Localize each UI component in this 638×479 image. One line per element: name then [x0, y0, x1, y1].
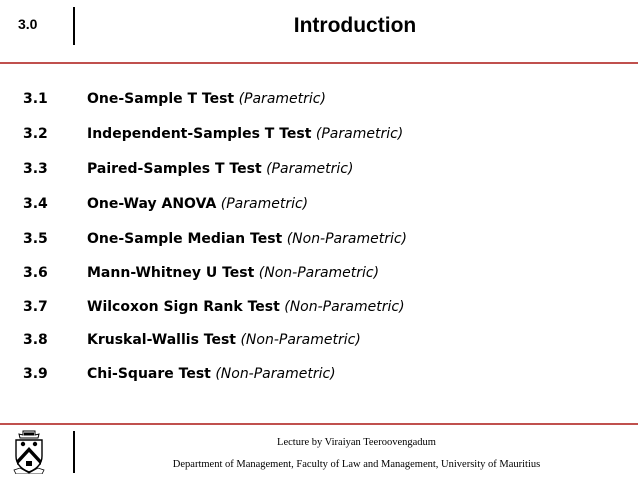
topic-number: 3.3 [23, 161, 48, 177]
topic-text [87, 91, 326, 107]
topic-type: (Non-Parametric) [258, 265, 380, 281]
header-rule [0, 62, 638, 64]
footer-department: Department of Management, Faculty of Law and Management, University of Mauritius [172, 459, 541, 470]
topic-text [87, 196, 308, 212]
topic-number: 3.1 [23, 91, 48, 107]
topic-text [87, 299, 405, 315]
topic-item [0, 299, 620, 323]
topic-text [87, 265, 379, 281]
topic-name: Independent-Samples T Test [87, 126, 312, 142]
topic-type: (Non-Parametric) [284, 299, 405, 315]
topic-item [0, 196, 620, 220]
topic-name: Wilcoxon Sign Rank Test [87, 299, 280, 315]
topic-number: 3.4 [23, 196, 48, 212]
footer-rule [0, 423, 638, 425]
topic-name: Chi-Square Test [87, 366, 211, 382]
footer-lecturer: Lecture by Viraiyan Teeroovengadum [277, 437, 436, 448]
university-crest-icon [12, 430, 46, 474]
topic-number: 3.2 [23, 126, 48, 142]
topic-text [87, 366, 336, 382]
topic-item [0, 126, 620, 150]
page-title: Introduction [293, 14, 417, 37]
topic-text [87, 161, 353, 177]
topic-type: (Non-Parametric) [240, 332, 361, 348]
topic-number: 3.9 [23, 366, 48, 382]
topic-item [0, 366, 620, 390]
topic-number: 3.6 [23, 265, 48, 281]
topic-item [0, 91, 620, 115]
topic-name: One-Sample T Test [87, 91, 235, 107]
topic-item [0, 231, 620, 255]
topic-text [87, 126, 403, 142]
topic-type: (Parametric) [266, 161, 354, 177]
section-badge: 3.0 [18, 16, 38, 32]
topic-name: One-Way ANOVA [87, 196, 217, 212]
header-divider [73, 7, 75, 45]
topic-text [87, 231, 407, 247]
topic-type: (Parametric) [315, 126, 404, 142]
topic-name: Paired-Samples T Test [87, 161, 262, 177]
topic-text [87, 332, 361, 348]
topic-item [0, 161, 620, 185]
topic-type: (Parametric) [238, 91, 326, 107]
topic-name: One-Sample Median Test [87, 231, 283, 247]
topic-type: (Non-Parametric) [215, 366, 336, 382]
topic-item [0, 332, 620, 356]
topic-type: (Parametric) [220, 196, 309, 212]
topic-type: (Non-Parametric) [286, 231, 408, 247]
topic-item [0, 265, 620, 289]
topic-name: Kruskal-Wallis Test [87, 332, 236, 348]
topic-name: Mann-Whitney U Test [87, 265, 255, 281]
topic-number: 3.8 [23, 332, 48, 348]
topic-number: 3.5 [23, 231, 48, 247]
topic-number: 3.7 [23, 299, 48, 315]
